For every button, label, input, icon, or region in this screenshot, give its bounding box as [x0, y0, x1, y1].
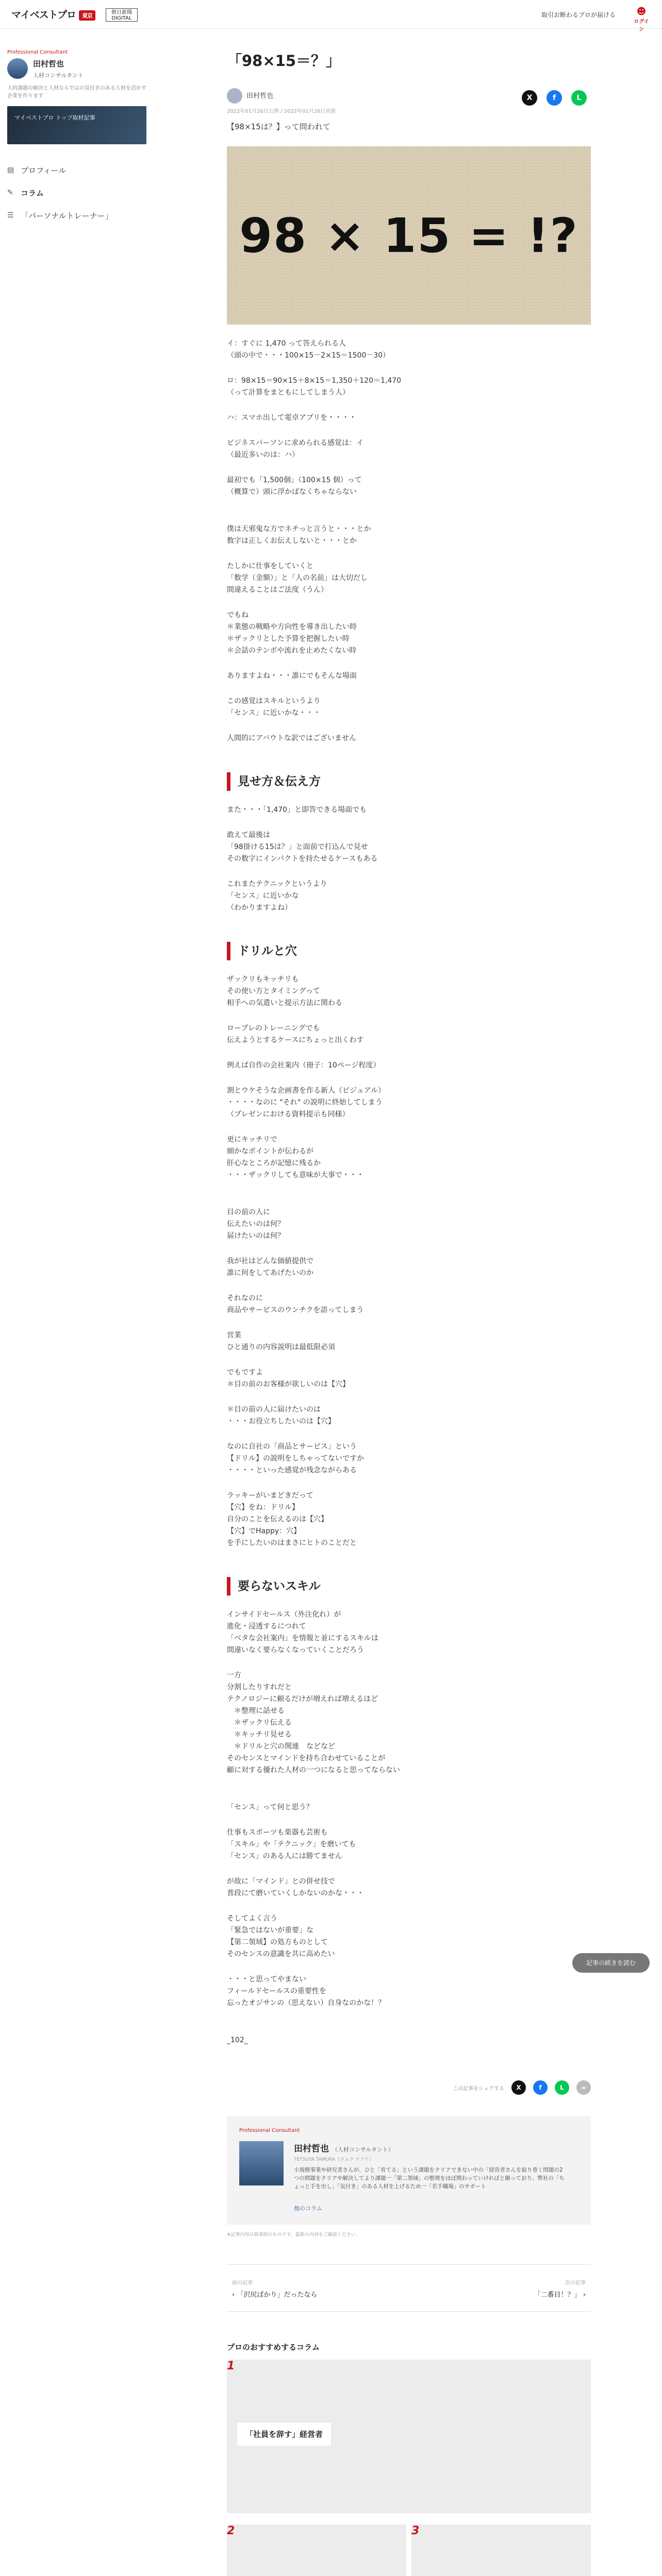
author-profile-box [227, 2116, 591, 2225]
id-card-icon: ▤ [7, 166, 14, 174]
facebook-icon[interactable]: f [533, 2080, 548, 2095]
profile-romaji: TETSUYA TAMURA（タムラ テツヤ） [294, 2157, 374, 2162]
article-paragraph: たしかに仕事をしていくと 「数学（金額）」と「人の名前」は大切だし 間違えることはご法度（うん） [227, 562, 368, 594]
article-paragraph: ロ：98×15＝90×15＋8×15＝1,350＋120＝1,470 （って計算をまともにしてしまう人） [227, 377, 402, 397]
partner-logo[interactable]: 朝日新聞 DIGITAL [106, 8, 138, 22]
link-icon[interactable]: ∞ [576, 2080, 591, 2095]
article-paragraph: ・・・と思ってやまない フィールドセールスの重要性を 忘ったオジサンの（思えない）自身なのかな！？ [227, 1975, 386, 2007]
article-paragraph: これまたテクニックというより 「センス」に近いかな （わかりますよね） [227, 880, 327, 912]
article-paragraph: ありますよね・・・誰にでもそんな場面 [227, 672, 357, 680]
sidebar-item-profile[interactable] [7, 159, 146, 181]
article-body [227, 338, 591, 2046]
article-paragraph: 営業 ひと通りの内容説明は最低限必須 [227, 1331, 335, 1351]
region-badge: 東京 [79, 10, 95, 21]
article-paragraph: 更にキッチリで 細かなポイントが伝わるが 肝心なところが記憶に残るか ・・・ザックリしても意味が大事で・・・ [227, 1136, 364, 1179]
sidebar-nav [7, 159, 146, 227]
rank-number: 3 [411, 2524, 420, 2537]
article-paragraph: 「センス」って何と思う？ [227, 1803, 313, 1811]
share-footer [227, 2080, 591, 2095]
article-paragraph: なのに自社の「商品とサービス」という 【ドリル】の説明をしちゃってないですか ・・・・といった感覚が残念ながらある [227, 1443, 364, 1475]
article-paragraph: 敢えて最後は 「98掛ける15は？」と面前で打込んで見せ その数字にインパクトを持たせるケースもある [227, 831, 378, 863]
article-paragraph: 僕は天邪鬼な方でネチっと言うと・・・とか 数字は正しくお伝えしないと・・・とか [227, 525, 371, 545]
article-paragraph: 目の前の人に 伝えたいのは何？ 届けたいのは何？ [227, 1208, 285, 1240]
avatar[interactable] [7, 58, 28, 79]
recommend-card[interactable] [227, 2524, 406, 2576]
article-paragraph: 仕事もスポーツも楽器も芸術も 「スキル」や「テクニック」を磨いても 「センス」のある人には勝てません [227, 1828, 356, 1860]
article-paragraph: 割とウケそうな企画書を作る新人（ビジュアル） ・・・・なのに "それ" の説明に終始してしまう （プレゼンにおける資料提示も同様） [227, 1087, 386, 1118]
article-paragraph: でもですよ ＊目の前のお客様が欲しいのは【穴】 [227, 1368, 350, 1388]
line-icon[interactable]: L [555, 2080, 569, 2095]
sidebar-item-label: コラム [21, 188, 44, 198]
profile-tag: Professional Consultant [7, 49, 68, 55]
article-meta [227, 88, 591, 114]
share-label: この記事をシェアする [453, 2086, 504, 2092]
article-paragraph: ビジネスパーソンに求められる感覚は：イ （最近多いのは：ハ） [227, 439, 364, 459]
article-pager [227, 2264, 591, 2312]
article-paragraph: が故に「マインド」との併せ技で 普段にて磨いていくしかないのかな・・・ [227, 1877, 364, 1897]
article-paragraph: ザックリもキッチリも その使い方とタイミングって 相手への気遣いと提示方法に関わる [227, 975, 342, 1007]
next-label: 次の記事 [565, 2280, 586, 2286]
profile-name[interactable] [294, 2141, 394, 2154]
profile-name[interactable]: 田村哲也 [33, 59, 64, 69]
sidebar-item-column[interactable] [7, 181, 146, 204]
article-title: 「98×15＝？」 [227, 52, 341, 70]
prev-article-link[interactable]: 前の記事 ‹ 「沢尻ばかり」だったなら [232, 2278, 317, 2299]
other-columns-link[interactable]: 他のコラム [294, 2205, 322, 2212]
section-heading: ドリルと穴 [227, 942, 591, 960]
recommend-card[interactable] [411, 2524, 591, 2576]
line-icon[interactable]: L [571, 90, 587, 106]
section-heading: 見せ方＆伝え方 [227, 772, 591, 791]
profile-role: 人材コンサルタント [33, 72, 84, 79]
article-paragraph: ロープレのトレーニングでも 伝えようとするケースにちょっと出くわす [227, 1024, 364, 1044]
x-icon[interactable]: X [511, 2080, 526, 2095]
article-paragraph: でもね ＊業態の戦略や方向性を導き出したい時 ＊ザックリとした予算を把握したい時 ＊会話のテンポや流れを止めたくない時 [227, 611, 357, 655]
next-article-link[interactable]: 次の記事 「二番目！？」 › [534, 2278, 586, 2299]
recommend-row [227, 2524, 591, 2576]
author-name[interactable]: 田村哲也 [246, 92, 274, 100]
disclaimer: ※記事内容は執筆時のものです。最新の内容をご確認ください。 [227, 2232, 360, 2238]
promo-banner[interactable]: マイベストプロ トップ取材記事 [7, 106, 146, 144]
recommend-heading: プロのおすすめするコラム [227, 2343, 320, 2352]
prev-title: 「沢尻ばかり」だったなら [237, 2291, 318, 2299]
share-bar [522, 90, 587, 106]
profile-desc: 人的課題の解決と人材ならではの気付きのある人材を活かす企業を作ります [7, 86, 146, 99]
login-label: ログイン [634, 19, 649, 32]
article-paragraph: ＊目の前の人に届けたいのは ・・・お役立ちしたいのは【穴】 [227, 1405, 335, 1426]
sidebar-item-label: 「パーソナルトレーナー」 [21, 211, 113, 221]
article-paragraph: 最初でも「1,500個」（100×15 個）って （概算で）頭に浮かばなくちゃならない [227, 476, 362, 496]
facebook-icon[interactable]: f [547, 90, 562, 106]
author-avatar[interactable] [227, 88, 242, 104]
article-paragraph: この感覚はスキルというより 「センス」に近いかな・・・ [227, 697, 321, 717]
article-paragraph: イ：すぐに 1,470 って答えられる人 （頭の中で・・・100×15－2×15＝1500－30） [227, 340, 390, 360]
pen-icon: ✎ [7, 189, 13, 197]
profile-role: （人材コンサルタント） [332, 2146, 394, 2153]
scroll-tip-button[interactable]: 記事の続きを読む [572, 1953, 650, 1973]
article [227, 49, 591, 2576]
article-paragraph: ハ：スマホ出して電卓アプリを・・・・ [227, 414, 357, 422]
article-paragraph: ラッキーがいまどきだって 【穴】をね：ドリル】 自分のことを伝えるのは【穴】 【穴】でHappy：穴】 を手にしたいのはまさにヒトのことだと [227, 1492, 357, 1547]
article-paragraph: 例えば自作の会社案内（冊子：10ページ程度） [227, 1061, 380, 1070]
profile-tag: Professional Consultant [239, 2128, 300, 2133]
article-paragraph: 人間的にアバウトな訳ではございません [227, 734, 356, 742]
rank-number: 1 [227, 2360, 235, 2372]
sidebar-item-label: プロフィール [21, 165, 67, 175]
next-title: 「二番目！？」 [534, 2291, 581, 2299]
site-logo[interactable] [11, 7, 95, 21]
hero-image [227, 146, 591, 325]
prev-label: 前の記事 [232, 2280, 253, 2286]
sidebar [7, 49, 146, 227]
article-date: 2022年01月26日公開 / 2022年01月26日更新 [227, 109, 336, 114]
login-button[interactable] [632, 6, 651, 32]
rank-number: 2 [227, 2524, 235, 2537]
person-icon: ☻ [636, 6, 647, 17]
list-icon: ☰ [7, 211, 14, 219]
recommend-card[interactable] [227, 2360, 591, 2513]
article-lead: 【98×15は？】って問われて [227, 122, 330, 131]
site-header [0, 0, 662, 32]
article-paragraph: また・・・「1,470」と即答できる場面でも [227, 806, 367, 814]
article-paragraph: そしてよく言う 「緊急ではないが重要」な 【第二領域】の処方ものとして そのセンスの意識を共に高めたい [227, 1914, 335, 1958]
logo-text: マイベストプロ [11, 9, 76, 21]
x-icon[interactable]: X [522, 90, 537, 106]
hero-text: 98 × 15 = !? [239, 208, 578, 263]
profile-name-text: 田村哲也 [294, 2144, 329, 2154]
author-photo[interactable] [239, 2141, 284, 2185]
article-paragraph: 我が社はどんな価値提供で 誰に何をしてあげたいのか [227, 1257, 313, 1277]
article-paragraph: 一方 分割したりすれだと テクノロジーに頼るだけが増えれば増えるほど ＊整理に話せる ＊ザックリ伝える ＊キッチリ見せる ＊ドリルと穴の関連 などなど そのセンスとマインドを持ち合わせていることが 顧に対する優れた人材の一つになると思ってならない [227, 1671, 400, 1774]
recommend-title: 「社員を辞す」経営者 [237, 2422, 331, 2446]
section-heading: 要らないスキル [227, 1577, 591, 1596]
article-paragraph: それなのに 商品やサービスのウンチクを語ってしまう [227, 1294, 364, 1314]
article-paragraph: インサイドセールス（外注化れ）が 進化・浸透するにつれて 「ベタな会社案内」を情報と並にするスキルは 間違いなく要らなくなっていくことだろう [227, 1611, 378, 1654]
profile-desc: 小規模事業や研究者さんが、ひと「育てる」という課題をクリアできない中の「経営者さんを取り巻く問題の2つの問題をクリアや解決してより課題一「第二領域」の整理をほぼ関わっていければと願っており、弊社の「ちょっと手を出し」「気付き」のある人材を上げるため一「若手職場」のサポート [294, 2167, 565, 2190]
pro-link[interactable]: 取引お断わるプロが届ける [541, 11, 616, 19]
article-paragraph: _102_ [227, 2036, 248, 2044]
sidebar-item-category[interactable] [7, 204, 146, 227]
